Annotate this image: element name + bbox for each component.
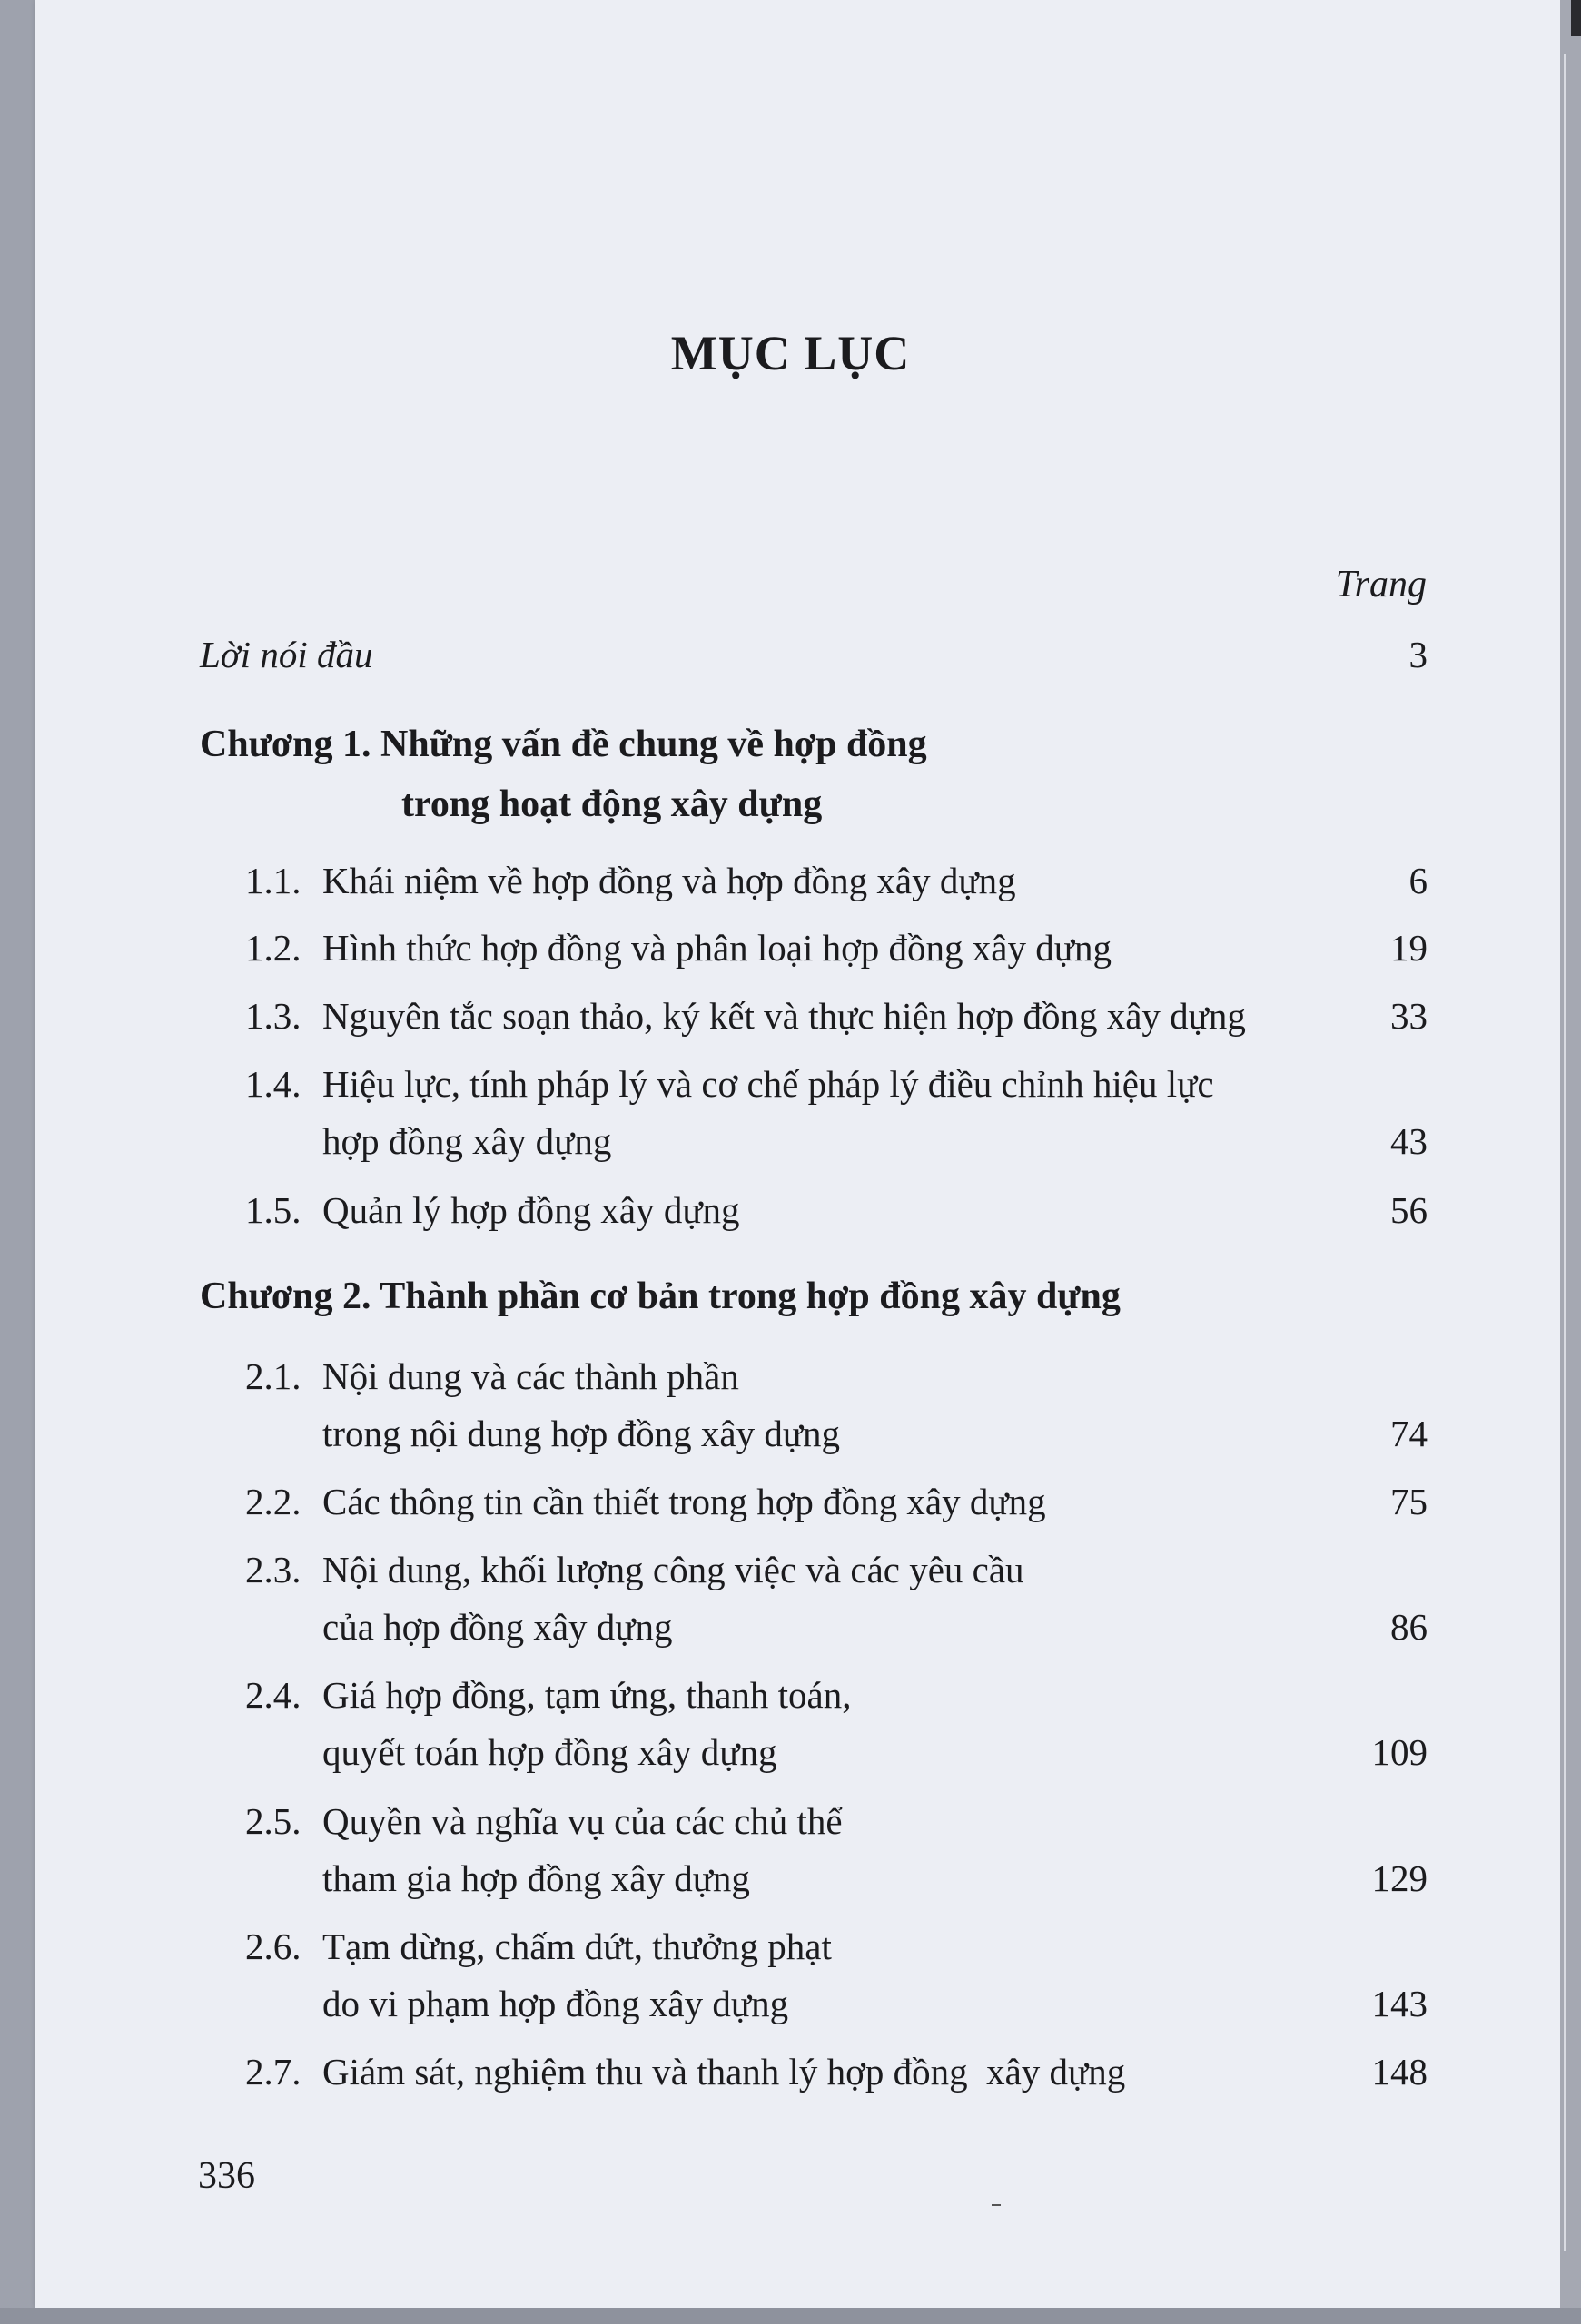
toc-entry-page: 3: [1408, 634, 1428, 675]
toc-entry-page: 86: [1390, 1606, 1428, 1648]
toc-entry-page: 148: [1371, 2051, 1428, 2093]
toc-entry-page: 129: [1371, 1857, 1428, 1899]
toc-entry-page: 19: [1390, 927, 1428, 969]
section-number: 1.5.: [245, 1189, 301, 1231]
section-title: Nguyên tắc soạn thảo, ký kết và thực hiện hợp đồng xây dựng: [322, 995, 1246, 1037]
section-number: 2.2.: [245, 1481, 301, 1522]
section-number: 2.1.: [245, 1355, 301, 1397]
section-title: Các thông tin cần thiết trong hợp đồng xây dựng: [322, 1481, 1046, 1522]
page-title: MỤC LỤC: [670, 326, 911, 380]
toc-entry-page: 75: [1390, 1481, 1428, 1522]
page-column-label: Trang: [1335, 564, 1427, 606]
toc-entry-page: 43: [1390, 1120, 1428, 1162]
section-number: 2.4.: [245, 1674, 301, 1716]
section-title: hợp đồng xây dựng: [322, 1120, 612, 1162]
section-title: Hình thức hợp đồng và phân loại hợp đồng xây dựng: [322, 927, 1112, 969]
section-title: Hiệu lực, tính pháp lý và cơ chế pháp lý điều chỉnh hiệu lực: [322, 1063, 1214, 1105]
page-edge-highlight: [1564, 54, 1566, 2251]
section-title: Nội dung, khối lượng công việc và các yêu cầu: [322, 1549, 1024, 1590]
print-mark: [992, 2204, 1001, 2206]
section-title: Tạm dừng, chấm dứt, thưởng phạt: [322, 1925, 832, 1967]
section-title: Khái niệm về hợp đồng và hợp đồng xây dựng: [322, 860, 1016, 901]
toc-entry-page: 33: [1390, 995, 1428, 1037]
page-number: 336: [198, 2155, 255, 2197]
bottom-shadow: [0, 2308, 1581, 2324]
section-number: 1.1.: [245, 860, 301, 901]
toc-entry-label: Lời nói đầu: [200, 634, 373, 675]
corner-shadow: [1571, 0, 1581, 36]
toc-entry-page: 56: [1390, 1189, 1428, 1231]
section-title: Quản lý hợp đồng xây dựng: [322, 1189, 740, 1231]
chapter-title-line2: trong hoạt động xây dựng: [401, 783, 823, 825]
section-title: Nội dung và các thành phần: [322, 1355, 739, 1397]
section-title: Giám sát, nghiệm thu và thanh lý hợp đồng xây dựng: [322, 2051, 1126, 2093]
chapter-title-line1: Chương 2. Thành phần cơ bản trong hợp đồng xây dựng: [200, 1275, 1121, 1317]
section-title: Giá hợp đồng, tạm ứng, thanh toán,: [322, 1674, 852, 1716]
toc-entry-page: 143: [1371, 1983, 1428, 2024]
section-number: 2.5.: [245, 1800, 301, 1842]
section-number: 2.6.: [245, 1925, 301, 1967]
section-number: 2.7.: [245, 2051, 301, 2093]
chapter-title-line1: Chương 1. Những vấn đề chung về hợp đồng: [200, 724, 927, 765]
section-title: tham gia hợp đồng xây dựng: [322, 1857, 750, 1899]
section-title: Quyền và nghĩa vụ của các chủ thể: [322, 1800, 843, 1842]
section-number: 2.3.: [245, 1549, 301, 1590]
section-number: 1.4.: [245, 1063, 301, 1105]
section-number: 1.3.: [245, 995, 301, 1037]
section-title: trong nội dung hợp đồng xây dựng: [322, 1413, 841, 1454]
section-title: quyết toán hợp đồng xây dựng: [322, 1731, 777, 1773]
toc-entry-page: 109: [1371, 1731, 1428, 1773]
section-title: do vi phạm hợp đồng xây dựng: [322, 1983, 789, 2024]
toc-entry-page: 74: [1390, 1413, 1428, 1454]
section-number: 1.2.: [245, 927, 301, 969]
chapter-heading-2: [200, 1266, 1380, 1326]
section-title: của hợp đồng xây dựng: [322, 1606, 673, 1648]
toc-entry-page: 6: [1408, 860, 1428, 901]
chapter-heading-1: [200, 714, 1380, 834]
